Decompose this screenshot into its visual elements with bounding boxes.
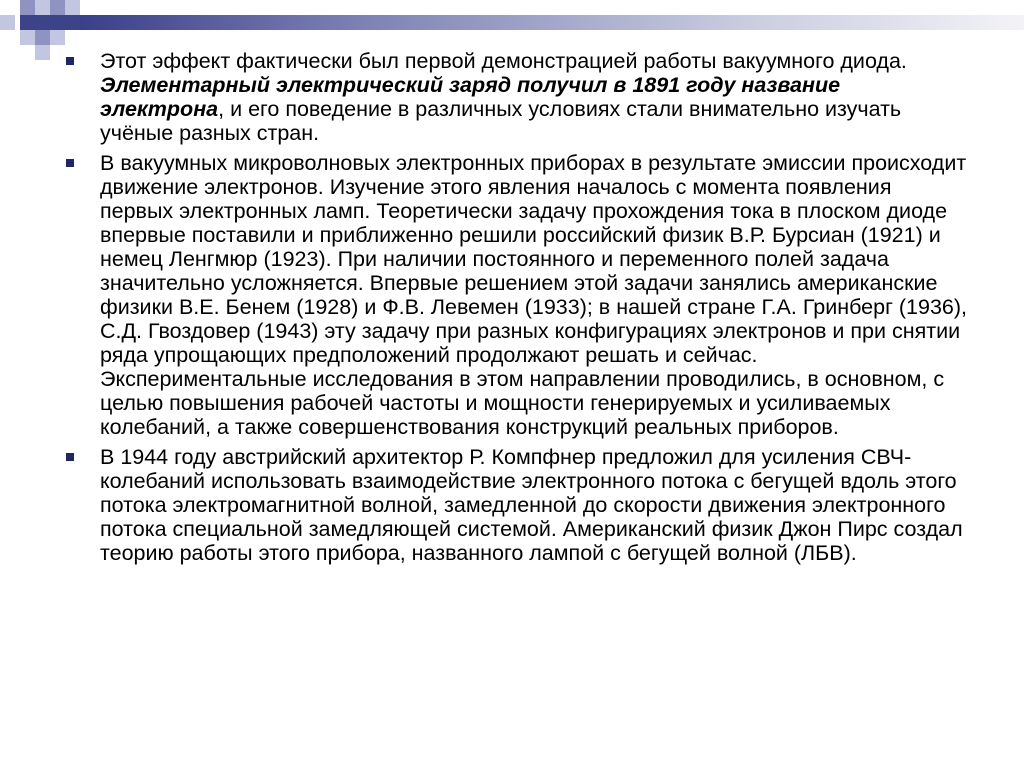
deco-square xyxy=(50,15,65,30)
square-bullet-icon xyxy=(66,57,74,65)
deco-square xyxy=(65,0,80,15)
deco-square xyxy=(35,0,50,15)
deco-square xyxy=(20,0,35,15)
bullet-text: , и его поведение в различных условиях стали внимательно изучать учёные разных стран. xyxy=(100,97,902,145)
bullet-item xyxy=(60,49,970,145)
bullet-item xyxy=(60,151,970,439)
deco-square xyxy=(50,0,65,15)
deco-square xyxy=(0,15,15,30)
deco-square xyxy=(35,45,50,60)
deco-square xyxy=(20,30,35,45)
square-bullet-icon xyxy=(66,453,74,461)
square-bullet-icon xyxy=(66,159,74,167)
bullet-item xyxy=(60,445,970,565)
bullet-text: Этот эффект фактически был первой демонстрацией работы вакуумного диода. xyxy=(100,49,907,73)
bullet-text: В вакуумных микроволновых электронных приборах в результате эмиссии происходит движение электронов. Изучение этого явления началось с момента появления первых электронных ламп. Теоретически задачу прохождения тока в плоском диоде впервые поставили и приближенно решили российский физик В.Р. Бурсиан (1921) и немец Ленгмюр (1923). При наличии постоянного и переменного полей задача значительно усложняется. Впервые решением этой задачи занялись американские физики В.Е. Бенем (1928) и Ф.В. Левемен (1933); в нашей стране Г.А. Гринберг (1936), С.Д. Гвоздовер (1943) эту задачу при разных конфигурациях электронов и при снятии ряда упрощающих предположений продолжают решать и сейчас. Экспериментальные исследования в этом направлении проводились, в основном, с целью повышения рабочей частоты и мощности генерируемых и усиливаемых колебаний, а также совершенствования конструкций реальных приборов. xyxy=(100,151,968,439)
emphasized-text: Элементарный электрический заряд получил в 1891 году название электрона xyxy=(100,73,841,121)
deco-square xyxy=(65,15,80,30)
deco-square xyxy=(35,30,50,45)
deco-square xyxy=(50,30,65,45)
deco-square xyxy=(20,15,35,30)
header-gradient-bar xyxy=(80,15,1024,30)
deco-square xyxy=(35,15,50,30)
slide-body xyxy=(60,49,970,571)
bullet-text: В 1944 году австрийский архитектор Р. Компфнер предложил для усиления СВЧ-колебаний использовать взаимодействие электронного потока с бегущей вдоль этого потока электромагнитной волной, замедленной до скорости движения электронного потока специальной замедляющей системой. Американский физик Джон Пирс создал теорию работы этого прибора, названного лампой с бегущей волной (ЛБВ). xyxy=(100,445,963,565)
